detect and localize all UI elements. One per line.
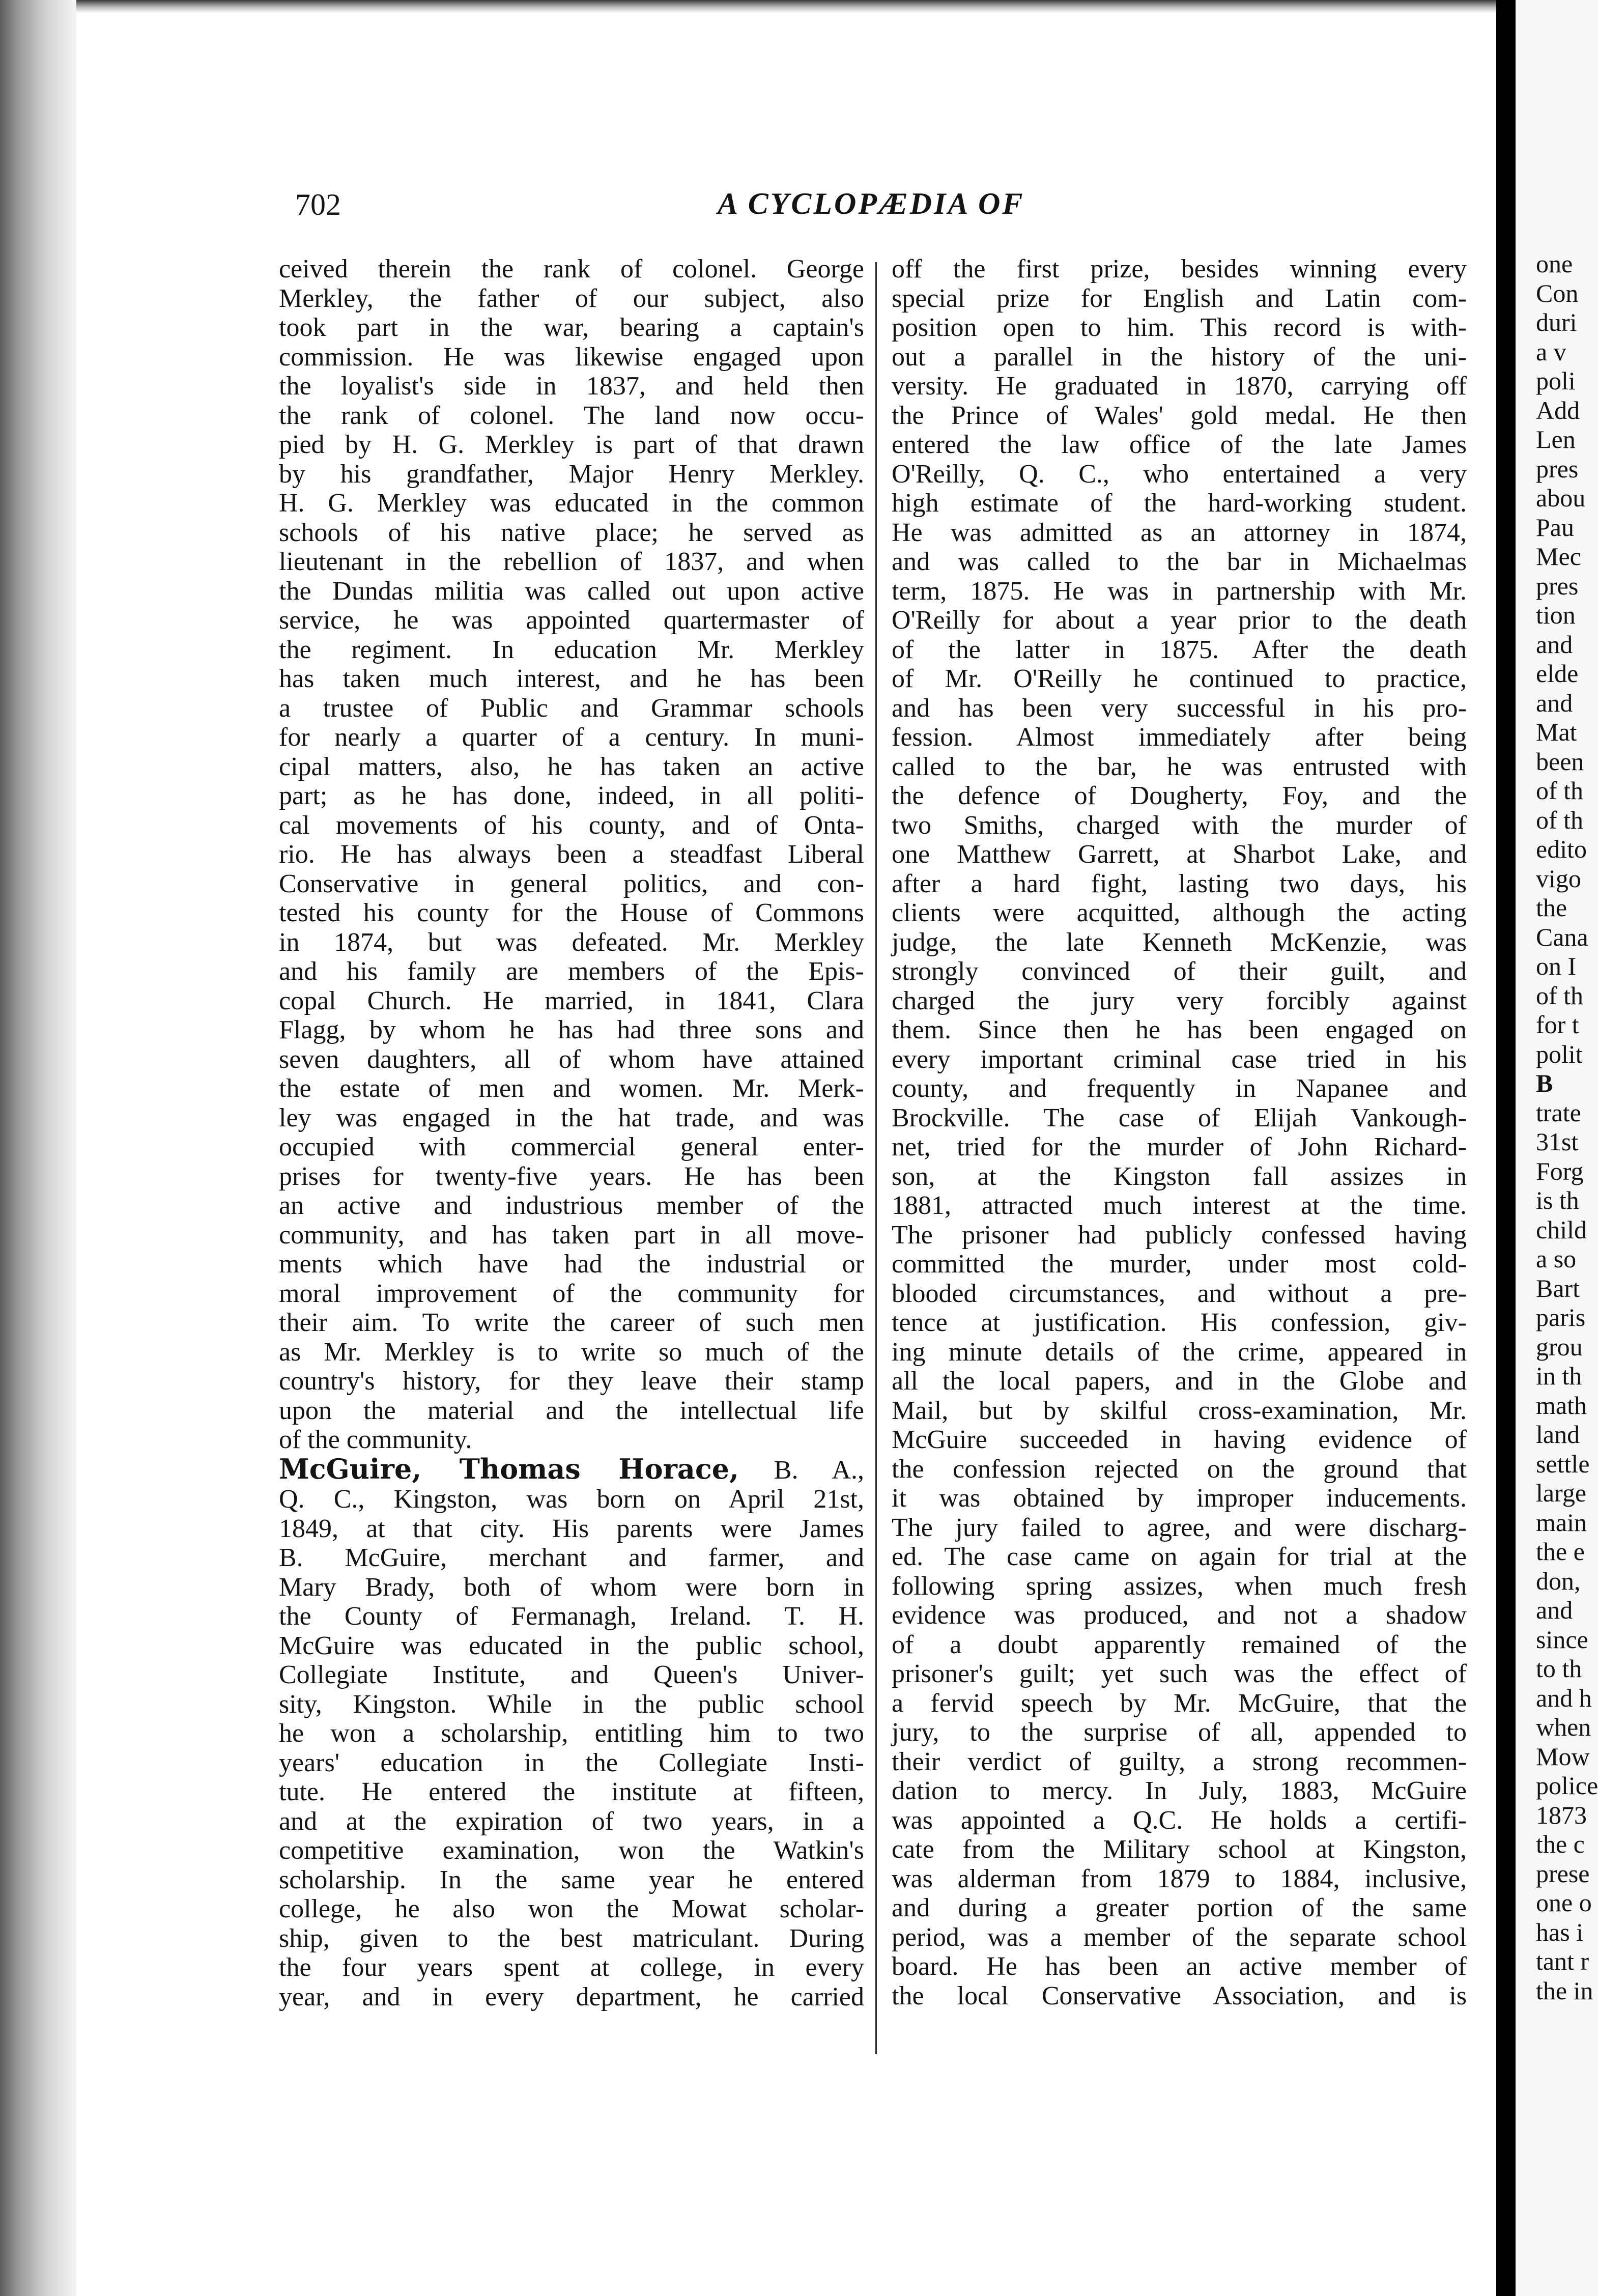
text-line: sity, Kingston. While in the public school: [279, 1689, 864, 1719]
facing-page-line-fragment: 31st: [1536, 1127, 1579, 1156]
text-line: of Mr. O'Reilly he continued to practice,: [892, 664, 1467, 693]
text-line: country's history, for they leave their stamp: [279, 1367, 864, 1396]
text-line: copal Church. He married, in 1841, Clara: [279, 986, 864, 1015]
facing-page-line-fragment: since: [1536, 1625, 1588, 1654]
text-line: prises for twenty-five years. He has been: [279, 1161, 864, 1191]
text-line: seven daughters, all of whom have attained: [279, 1044, 864, 1074]
text-line: period, was a member of the separate school: [892, 1922, 1467, 1952]
text-line: took part in the war, bearing a captain's: [279, 313, 864, 342]
facing-page-line-fragment: pres: [1536, 571, 1579, 600]
facing-page-line-fragment: has i: [1536, 1917, 1584, 1946]
facing-page-line-fragment: trate: [1536, 1098, 1581, 1127]
text-line: the local Conservative Association, and is: [892, 1981, 1467, 2010]
facing-page-line-fragment: in th: [1536, 1362, 1582, 1390]
facing-page-line-fragment: main: [1536, 1508, 1587, 1537]
text-line: year, and in every department, he carried: [279, 1982, 864, 2011]
text-line: He was admitted as an attorney in 1874,: [892, 518, 1467, 547]
text-line: cipal matters, also, he has taken an active: [279, 752, 864, 781]
text-line: college, he also won the Mowat scholar-: [279, 1894, 864, 1923]
text-line: dation to mercy. In July, 1883, McGuire: [892, 1776, 1467, 1805]
facing-page-line-fragment: child: [1536, 1215, 1587, 1244]
text-line: tence at justification. His confession, giv-: [892, 1308, 1467, 1337]
text-line: called to the bar, he was entrusted with: [892, 752, 1467, 781]
text-line: community, and has taken part in all move-: [279, 1220, 864, 1250]
facing-page-fragment: [1516, 0, 1598, 2296]
facing-page-line-fragment: the in: [1536, 1976, 1593, 2005]
facing-page-line-fragment: Mow: [1536, 1742, 1590, 1771]
scan-left-edge: [0, 0, 76, 2296]
facing-page-line-fragment: settle: [1536, 1449, 1590, 1478]
text-line: The prisoner had publicly confessed having: [892, 1220, 1467, 1250]
text-line: every important criminal case tried in his: [892, 1044, 1467, 1074]
text-line: upon the material and the intellectual life: [279, 1396, 864, 1425]
text-line: the Dundas militia was called out upon active: [279, 576, 864, 606]
facing-page-line-fragment: Cana: [1536, 922, 1588, 951]
text-line: service, he was appointed quartermaster of: [279, 606, 864, 635]
facing-page-line-fragment: one o: [1536, 1888, 1592, 1917]
text-line: 1881, attracted much interest at the time.: [892, 1191, 1467, 1220]
facing-page-line-fragment: the e: [1536, 1537, 1585, 1566]
text-line: the regiment. In education Mr. Merkley: [279, 635, 864, 664]
facing-page-line-fragment: and: [1536, 688, 1573, 717]
facing-page-line-fragment: of th: [1536, 981, 1584, 1010]
facing-page-line-fragment: the: [1536, 893, 1567, 922]
facing-page-line-fragment: and: [1536, 630, 1573, 659]
facing-page-line-fragment: Len: [1536, 425, 1576, 453]
text-line: the defence of Dougherty, Foy, and the: [892, 781, 1467, 810]
text-line: after a hard fight, lasting two days, his: [892, 869, 1467, 898]
text-line: scholarship. In the same year he entered: [279, 1865, 864, 1894]
text-line: their aim. To write the career of such men: [279, 1308, 864, 1337]
text-line: cate from the Military school at Kingston,: [892, 1835, 1467, 1864]
facing-page-line-fragment: to th: [1536, 1654, 1582, 1683]
facing-page-line-fragment: elde: [1536, 659, 1579, 688]
text-line: the rank of colonel. The land now occu-: [279, 401, 864, 430]
text-line: out a parallel in the history of the uni-: [892, 342, 1467, 372]
text-line: and during a greater portion of the same: [892, 1893, 1467, 1922]
text-line: following spring assizes, when much fresh: [892, 1571, 1467, 1601]
text-line: ed. The case came on again for trial at the: [892, 1542, 1467, 1571]
text-line: Mail, but by skilful cross-examination, Mr.: [892, 1396, 1467, 1425]
facing-page-line-fragment: of th: [1536, 805, 1584, 834]
text-line: a trustee of Public and Grammar schools: [279, 693, 864, 723]
text-line: by his grandfather, Major Henry Merkley.: [279, 459, 864, 489]
facing-page-line-fragment: tion: [1536, 601, 1576, 629]
text-line: net, tried for the murder of John Richard-: [892, 1132, 1467, 1161]
column-divider: [875, 262, 877, 2054]
text-line: versity. He graduated in 1870, carrying off: [892, 372, 1467, 401]
text-line: ley was engaged in the hat trade, and was: [279, 1103, 864, 1132]
facing-page-line-fragment: Add: [1536, 395, 1580, 424]
text-line: O'Reilly, Q. C., who entertained a very: [892, 459, 1467, 489]
text-line: son, at the Kingston fall assizes in: [892, 1161, 1467, 1191]
text-line: Flagg, by whom he has had three sons and: [279, 1015, 864, 1044]
text-line: ship, given to the best matriculant. During: [279, 1923, 864, 1953]
text-line: Brockville. The case of Elijah Vankough-: [892, 1103, 1467, 1132]
facing-page-line-fragment: B: [1536, 1069, 1553, 1097]
text-line: McGuire succeeded in having evidence of: [892, 1425, 1467, 1454]
facing-page-line-fragment: don,: [1536, 1566, 1581, 1595]
text-line: and has been very successful in his pro-: [892, 693, 1467, 723]
text-line: committed the murder, under most cold-: [892, 1250, 1467, 1279]
text-line: judge, the late Kenneth McKenzie, was: [892, 927, 1467, 957]
facing-page-line-fragment: and: [1536, 1596, 1573, 1624]
facing-page-line-fragment: on I: [1536, 952, 1577, 980]
column-right: [892, 254, 1467, 2010]
text-line: the estate of men and women. Mr. Merk-: [279, 1074, 864, 1103]
text-line: two Smiths, charged with the murder of: [892, 810, 1467, 840]
text-line: it was obtained by improper inducements.: [892, 1484, 1467, 1513]
text-line: for nearly a quarter of a century. In muni-: [279, 723, 864, 752]
text-line: McGuire was educated in the public school,: [279, 1631, 864, 1660]
text-line: moral improvement of the community for: [279, 1279, 864, 1308]
text-line: the Prince of Wales' gold medal. He then: [892, 401, 1467, 430]
facing-page-line-fragment: when: [1536, 1713, 1591, 1741]
facing-page-line-fragment: land: [1536, 1420, 1580, 1449]
text-line: clients were acquitted, although the acting: [892, 898, 1467, 927]
text-line: 1849, at that city. His parents were James: [279, 1514, 864, 1543]
text-line: strongly convinced of their guilt, and: [892, 957, 1467, 986]
text-line: years' education in the Collegiate Insti-: [279, 1748, 864, 1777]
text-line: tute. He entered the institute at fifteen,: [279, 1777, 864, 1806]
text-line: jury, to the surprise of all, appended to: [892, 1718, 1467, 1747]
text-line: Collegiate Institute, and Queen's Univer-: [279, 1660, 864, 1689]
facing-page-line-fragment: paris: [1536, 1303, 1586, 1331]
facing-page-line-fragment: duri: [1536, 308, 1577, 336]
text-line: special prize for English and Latin com-: [892, 284, 1467, 313]
text-line: O'Reilly for about a year prior to the death: [892, 606, 1467, 635]
facing-page-line-fragment: and h: [1536, 1683, 1592, 1712]
text-line: of a doubt apparently remained of the: [892, 1630, 1467, 1659]
text-line: part; as he has done, indeed, in all politi-: [279, 781, 864, 810]
facing-page-line-fragment: math: [1536, 1391, 1587, 1420]
running-head: A CYCLOPÆDIA OF: [718, 187, 1025, 220]
facing-page-line-fragment: the c: [1536, 1830, 1585, 1858]
facing-page-line-fragment: for t: [1536, 1010, 1579, 1039]
entry-first-line: [279, 1452, 864, 1485]
facing-page-line-fragment: a so: [1536, 1244, 1577, 1273]
facing-page-line-fragment: polit: [1536, 1039, 1583, 1068]
text-line: the County of Fermanagh, Ireland. T. H.: [279, 1602, 864, 1631]
facing-page-line-fragment: Pau: [1536, 513, 1574, 542]
text-line: all the local papers, and in the Globe and: [892, 1367, 1467, 1396]
text-line: competitive examination, won the Watkin's: [279, 1836, 864, 1865]
text-line: occupied with commercial general enter-: [279, 1132, 864, 1161]
text-line: blooded circumstances, and without a pre-: [892, 1279, 1467, 1308]
facing-page-line-fragment: police: [1536, 1771, 1598, 1800]
text-line: Conservative in general politics, and con-: [279, 869, 864, 898]
facing-page-line-fragment: vigo: [1536, 864, 1581, 893]
text-line: in 1874, but was defeated. Mr. Merkley: [279, 927, 864, 957]
text-line: pied by H. G. Merkley is part of that drawn: [279, 430, 864, 459]
text-line: board. He has been an active member of: [892, 1952, 1467, 1981]
text-line: term, 1875. He was in partnership with Mr.: [892, 576, 1467, 606]
text-line: of the latter in 1875. After the death: [892, 635, 1467, 664]
text-line: charged the jury very forcibly against: [892, 986, 1467, 1015]
facing-page-line-fragment: prese: [1536, 1859, 1590, 1888]
facing-page-line-fragment: tant r: [1536, 1947, 1589, 1975]
text-line: their verdict of guilty, a strong recommen-: [892, 1747, 1467, 1776]
facing-page-line-fragment: grou: [1536, 1332, 1583, 1361]
text-line: commission. He was likewise engaged upon: [279, 342, 864, 372]
text-line: rio. He has always been a steadfast Liberal: [279, 840, 864, 869]
text-line: Mary Brady, both of whom were born in: [279, 1572, 864, 1602]
facing-page-line-fragment: large: [1536, 1479, 1587, 1507]
text-line: the confession rejected on the ground that: [892, 1454, 1467, 1484]
text-line: the loyalist's side in 1837, and held then: [279, 372, 864, 401]
text-line: and his family are members of the Epis-: [279, 957, 864, 986]
text-line: an active and industrious member of the: [279, 1191, 864, 1220]
text-line: and at the expiration of two years, in a: [279, 1806, 864, 1836]
text-line: the four years spent at college, in every: [279, 1953, 864, 1982]
text-line: schools of his native place; he served as: [279, 518, 864, 547]
column-left: [279, 254, 864, 2011]
text-line: fession. Almost immediately after being: [892, 723, 1467, 752]
text-line: tested his county for the House of Commons: [279, 898, 864, 927]
page-number: 702: [295, 188, 341, 221]
text-line: entered the law office of the late James: [892, 430, 1467, 459]
text-line: off the first prize, besides winning every: [892, 254, 1467, 284]
facing-page-line-fragment: poli: [1536, 366, 1576, 395]
facing-page-line-fragment: Mec: [1536, 542, 1581, 571]
facing-page-line-fragment: edito: [1536, 835, 1587, 863]
facing-page-line-fragment: been: [1536, 747, 1584, 776]
text-line: was appointed a Q.C. He holds a certifi-: [892, 1805, 1467, 1835]
text-line: ceived therein the rank of colonel. George: [279, 254, 864, 284]
text-line: of the community.: [279, 1425, 472, 1454]
text-line: position open to him. This record is with-: [892, 313, 1467, 342]
text-line: Q. C., Kingston, was born on April 21st,: [279, 1485, 864, 1514]
facing-page-line-fragment: Con: [1536, 278, 1579, 307]
text-line: he won a scholarship, entitling him to two: [279, 1719, 864, 1748]
text-line: county, and frequently in Napanee and: [892, 1074, 1467, 1103]
facing-page-line-fragment: a v: [1536, 337, 1566, 366]
facing-page-line-fragment: Forg: [1536, 1156, 1584, 1185]
facing-page-line-fragment: Bart: [1536, 1273, 1580, 1302]
facing-page-line-fragment: of th: [1536, 776, 1584, 805]
facing-page-line-fragment: Mat: [1536, 718, 1577, 746]
scan-top-edge: [76, 0, 1501, 13]
text-line: and was called to the bar in Michaelmas: [892, 547, 1467, 576]
facing-page-line-fragment: one: [1536, 249, 1573, 278]
text-line: a fervid speech by Mr. McGuire, that the: [892, 1688, 1467, 1718]
text-line: cal movements of his county, and of Onta-: [279, 810, 864, 840]
text-line: lieutenant in the rebellion of 1837, and when: [279, 547, 864, 576]
column-right-text: [892, 254, 1467, 2010]
text-line: B. McGuire, merchant and farmer, and: [279, 1543, 864, 1572]
text-line: high estimate of the hard-working student.: [892, 489, 1467, 518]
text-line: ing minute details of the crime, appeared in: [892, 1337, 1467, 1367]
text-line: The jury failed to agree, and were discharg-: [892, 1513, 1467, 1542]
page-gutter-shadow: [1496, 0, 1516, 2296]
text-line: them. Since then he has been engaged on: [892, 1015, 1467, 1044]
text-line: prisoner's guilt; yet such was the effect of: [892, 1659, 1467, 1688]
column-left-entry-text: [279, 1485, 864, 2011]
text-line: ments which have had the industrial or: [279, 1250, 864, 1279]
text-line: Merkley, the father of our subject, also: [279, 284, 864, 313]
facing-page-line-fragment: pres: [1536, 454, 1579, 483]
column-left-text: [279, 254, 864, 1455]
facing-page-line-fragment: is th: [1536, 1186, 1579, 1214]
entry-degree: B. A.,: [738, 1455, 864, 1485]
facing-page-line-fragment: abou: [1536, 484, 1586, 512]
text-line: has taken much interest, and he has been: [279, 664, 864, 693]
text-line: H. G. Merkley was educated in the common: [279, 489, 864, 518]
text-line: one Matthew Garrett, at Sharbot Lake, and: [892, 840, 1467, 869]
entry-name: McGuire, Thomas Horace,: [279, 1452, 739, 1485]
facing-page-line-fragment: 1873: [1536, 1800, 1587, 1829]
text-line: as Mr. Merkley is to write so much of the: [279, 1337, 864, 1367]
text-line: was alderman from 1879 to 1884, inclusive,: [892, 1864, 1467, 1893]
text-line: evidence was produced, and not a shadow: [892, 1601, 1467, 1630]
